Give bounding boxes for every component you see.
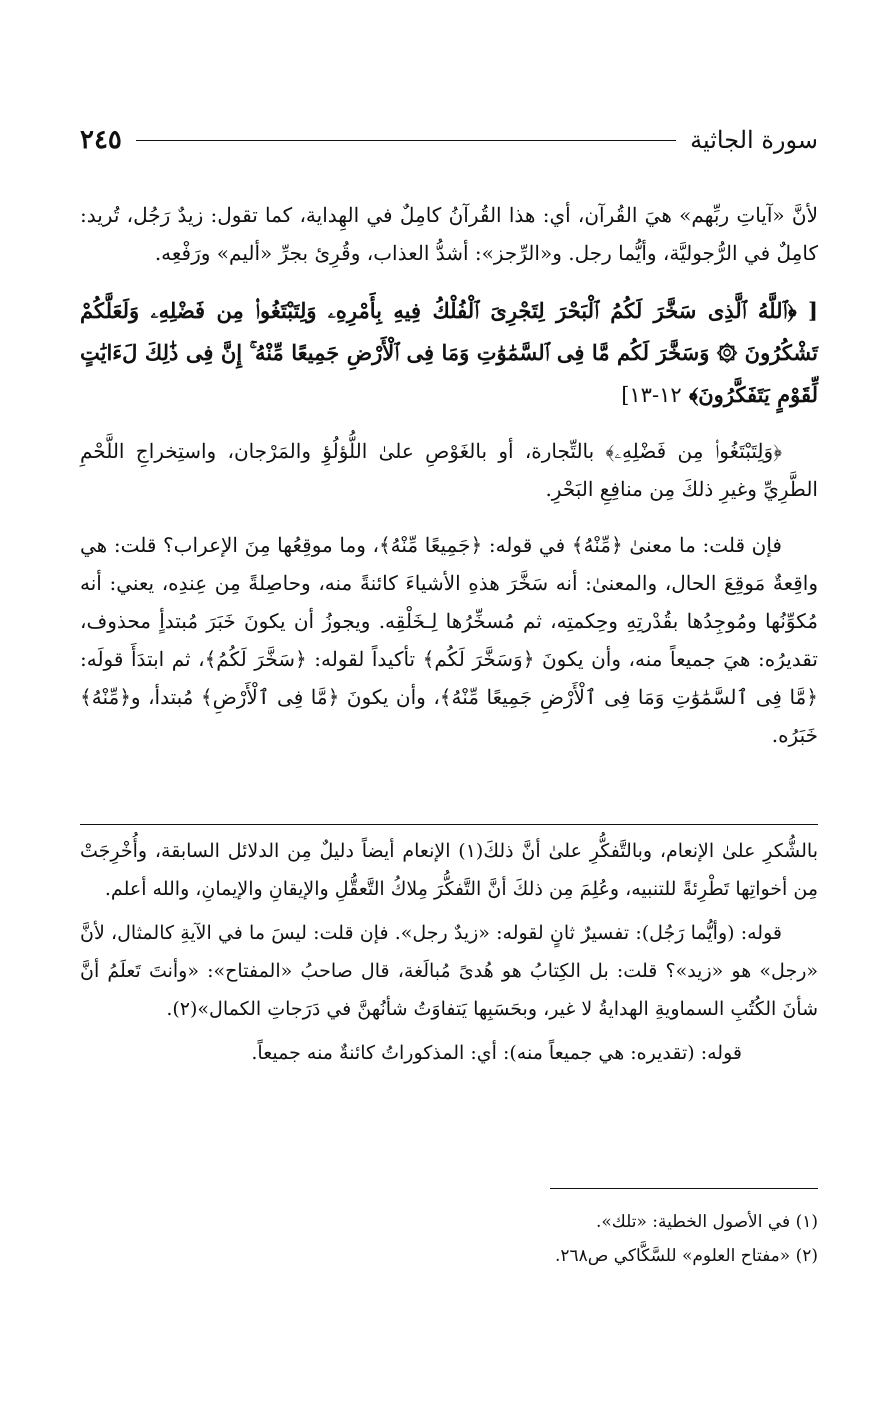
- main-paragraph-1: لأنَّ «آياتِ ربِّهم» هيَ القُرآن، أي: هذا القُرآنُ كامِلٌ في الهِداية، كما تقول: زيدٌ رَجُل، تُريد: كامِلٌ في الرُّجوليَّة، وأيُّما رجل. و«الرِّجز»: أشدُّ العذاب، وقُرِئ بجرِّ «أليم» ورَفْعِه.: [80, 203, 818, 265]
- quran-verse: [80, 290, 818, 416]
- commentary-paragraph-1: بالشُّكرِ علىٰ الإنعام، وبالتَّفكُّرِ علىٰ أنَّ ذلكَ(١) الإنعام أيضاً دليلٌ مِن الدلائل السابقة، وأُخْرِجَتْ مِن أخواتِها تَطْرِئةً للتنبيه، وعُلِمَ مِن ذلكَ أنَّ التَّفكُّرَ مِلاكُ التَّعقُّلِ والإيقانِ والإيمانِ، والله أعلم.: [80, 840, 819, 900]
- page-number: ٢٤٥: [80, 125, 122, 155]
- main-paragraph-3: فإن قلت: ما معنىٰ ﴿مِّنْهُ﴾ في قوله: ﴿جَمِيعًا مِّنْهُ﴾، وما موقِعُها مِنَ الإعراب؟ قلت: هي واقِعةٌ مَوقِعَ الحال، والمعنىٰ: أنه سَخَّرَ هذهِ الأشياءَ كائنةً منه، وحاصِلةً مِن عِندِه، يعني: أنه مُكوِّنُها ومُوجِدُها بقُدْرتِهِ وحِكمتِه، ثم مُسخِّرُها لِـخَلْقِه. ويجوزُ أن يكونَ خَبَرَ مُبتدأٍ محذوف، تقديرُه: هيَ جميعاً منه، وأن يكونَ ﴿وَسَخَّرَ لَكُم﴾ تأكيداً لقوله: ﴿سَخَّرَ لَكُمُ﴾، ثم ابتدَأَ قولَه: ﴿مَّا فِى ٱلسَّمَٰوَٰتِ وَمَا فِى ٱلْأَرْضِ جَمِيعًا مِّنْهُ﴾، وأن يكونَ ﴿مَّا فِى ٱلْأَرْضِ﴾ مُبتدأ، و﴿مِّنْهُ﴾ خَبَرُه.: [80, 533, 818, 747]
- commentary-divider: [80, 824, 818, 825]
- footnote-1: (١) في الأصول الخطية: «تلك».: [596, 1212, 818, 1232]
- footnotes: [80, 1205, 818, 1273]
- commentary-paragraph-2: قوله: (وأيُّما رَجُل): تفسيرٌ ثانٍ لقوله: «زيدٌ رجل». فإن قلت: ليسَ ما في الآيةِ كالمثال، لأنَّ «رجل» هو «زيد»؟ قلت: بل الكِتابُ هو هُدىً مُبالَغة، قال صاحبُ «المفتاح»: «وأنتَ تَعلَمُ أنَّ شأنَ الكُتُبِ السماويةِ الهدايةُ لا غير، وبحَسَبِها يَتفاوَتُ شأنُهنَّ في دَرَجاتِ الكمال»(٢).: [80, 922, 818, 1020]
- verse-reference: ١٢-١٣]: [621, 383, 682, 407]
- surah-title: سورة الجاثية: [690, 126, 818, 154]
- header-rule: [136, 140, 676, 141]
- main-text: [80, 196, 818, 772]
- footnote-divider: [550, 1188, 818, 1189]
- footnote-2: (٢) «مفتاح العلوم» للسَّكَّاكي ص٢٦٨.: [554, 1246, 818, 1266]
- main-paragraph-2: ﴿وَلِتَبْتَغُوا۟ مِن فَضْلِهِۦ﴾ بالتِّجارة، أو بالغَوْصِ علىٰ اللُّؤلُؤِ والمَرْجان، واستِخراجِ اللَّحْمِ الطَّرِيِّ وغيرِ ذلكَ مِن منافِعِ البَحْرِ.: [80, 439, 818, 501]
- commentary-paragraph-3: قوله: (تقديره: هي جميعاً منه): أي: المذكوراتُ كائنةٌ منه جميعاً.: [251, 1042, 742, 1064]
- commentary-text: [80, 832, 818, 1078]
- verse-text: [ ﴿ٱللَّهُ ٱلَّذِى سَخَّرَ لَكُمُ ٱلْبَحْرَ لِتَجْرِىَ ٱلْفُلْكُ فِيهِ بِأَمْرِهِۦ وَلِتَبْتَغُوا۟ مِن فَضْلِهِۦ وَلَعَلَّكُمْ تَشْكُرُونَ ۞ وَسَخَّرَ لَكُم مَّا فِى ٱلسَّمَٰوَٰتِ وَمَا فِى ٱلْأَرْضِ جَمِيعًا مِّنْهُ ۚ إِنَّ فِى ذَٰلِكَ لَءَايَٰتٍ لِّقَوْمٍ يَتَفَكَّرُونَ﴾: [80, 298, 818, 407]
- page-header: [80, 120, 818, 160]
